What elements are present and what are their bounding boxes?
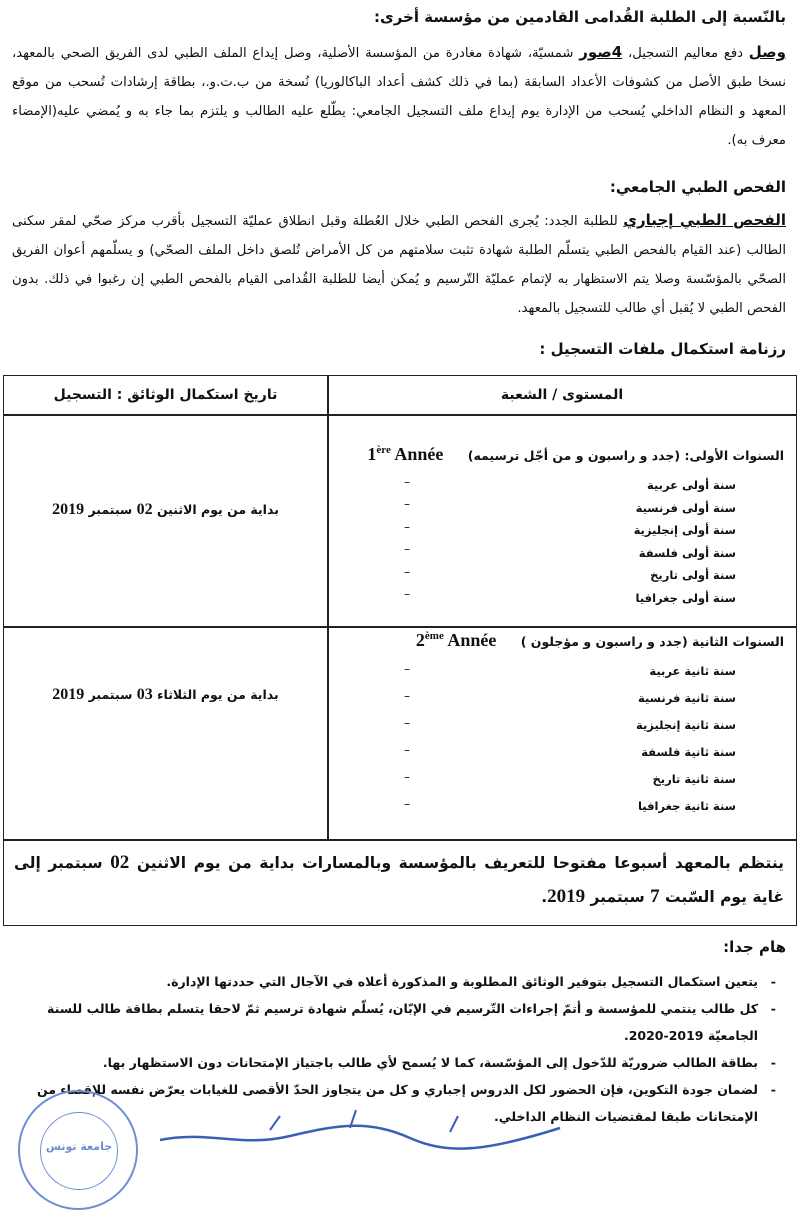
list-item: سنة أولى فرنسية <box>635 500 736 515</box>
first-year-heading-text: السنوات الأولى: (جدد و راسبون و من أجّل ترسيمه) <box>467 448 784 463</box>
intro-title: بالنّسبة إلى الطلبة القُدامى القادمين من مؤسسة أخرى: <box>373 8 786 26</box>
first-year-annee-sup: ère <box>376 444 391 456</box>
stamp-text: جامعة تونس <box>45 1140 113 1153</box>
intro-lead-word: وصل <box>748 43 787 61</box>
schedule-title: رزنامة استكمال ملفات التسجيل : <box>539 340 786 358</box>
dash-marker: – <box>404 770 410 784</box>
second-year-annee-num: 2 <box>415 630 425 650</box>
second-year-annee <box>416 630 496 650</box>
header-level: المستوى / الشعبة <box>500 387 624 403</box>
second-year-date-month: سبتمبر <box>88 687 133 702</box>
list-item: سنة ثانية جغرافيا <box>637 799 736 813</box>
second-year-date-day: 03 <box>136 686 153 703</box>
open-week-year: 2019 <box>547 886 586 907</box>
medical-text-1: للطلبة الجدد: يُجرى الفحص الطبي خلال العُطلة وقبل انطلاق عمليّة التسجيل بأقرب مركز صحّي لمقر سكنى الطالب <box>12 214 786 258</box>
note-item: - كل طالب ينتمي للمؤسسة و أتمّ إجراءات التّرسيم في الإبّان، يُسلّم شهادة ترسيم ثمّ لاحقا يتسلم بطاقة طالب للسنة الجامعيّة 2019-2020. <box>16 995 786 1049</box>
table-row-divider <box>4 626 796 628</box>
dash-marker: – <box>404 716 410 730</box>
table-header-divider <box>4 414 796 416</box>
dash-marker: – <box>404 475 410 489</box>
list-item: سنة ثانية عربية <box>649 664 736 678</box>
dash-marker: – <box>404 689 410 703</box>
dash-marker: – <box>404 565 410 579</box>
open-week-day2: 7 <box>650 886 660 907</box>
first-year-annee-word: Année <box>394 444 444 464</box>
table-footer-divider <box>4 839 796 841</box>
dash-marker: – <box>404 797 410 811</box>
second-year-heading <box>416 630 784 651</box>
dash-marker: – <box>404 520 410 534</box>
second-year-date <box>4 686 327 704</box>
dash-marker: – <box>404 743 410 757</box>
first-year-annee-num: 1 <box>367 444 377 464</box>
signature-icon <box>150 1100 570 1160</box>
intro-text-1: دفع معاليم التسجيل، <box>622 46 749 61</box>
list-item: سنة أولى عربية <box>646 478 736 492</box>
open-week-text-2: سبتمبر إلى غاية يوم السّبت <box>14 854 784 906</box>
list-item: سنة ثانية تاريخ <box>652 772 736 786</box>
second-year-annee-word: Année <box>447 630 497 650</box>
intro-paragraph <box>12 38 786 155</box>
list-item: سنة ثانية فلسفة <box>641 745 736 759</box>
list-item: سنة ثانية فرنسية <box>638 691 736 705</box>
note-item: - لضمان جودة التكوين، فإن الحضور لكل الدروس إجباري و كل من يتجاوز الحدّ الأقصى للغيابات يعرّض نفسه للإقصاء من الإمتحانات طبقا لمقتضيات النظام الداخلي. <box>16 1076 786 1130</box>
dash-marker: – <box>404 662 410 676</box>
second-year-date-text: بداية من يوم الثلاثاء <box>157 687 279 702</box>
table-column-divider <box>327 376 329 839</box>
note-item: - يتعين استكمال التسجيل بتوفير الوثائق المطلوبة و المذكورة أعلاه في الآجال التي حددتها الإدارة. <box>16 968 786 995</box>
medical-lead: الفحص الطبي إجباري <box>623 211 786 229</box>
list-item: سنة ثانية إنجليزية <box>636 718 736 732</box>
dash-marker: – <box>404 542 410 556</box>
second-year-heading-text: السنوات الثانية (جدد و راسبون و مؤجلون ) <box>520 634 784 649</box>
dash-marker: – <box>404 497 410 511</box>
note-item: - بطاقة الطالب ضروريّة للدّخول إلى المؤسّسة، كما لا يُسمح لأي طالب باجتياز الإمتحانات دون الاستظهار بها. <box>16 1049 786 1076</box>
open-week-text-3: سبتمبر <box>585 888 651 906</box>
open-week-day1: 02 <box>110 852 130 873</box>
open-week-end: . <box>541 888 548 906</box>
first-year-date-month: سبتمبر <box>88 502 133 517</box>
first-year-date-day: 02 <box>136 501 153 518</box>
medical-paragraph <box>12 206 786 323</box>
photos-word: صور <box>579 43 612 61</box>
second-year-date-year: 2019 <box>52 686 85 703</box>
list-item: سنة أولى إنجليزية <box>633 523 736 537</box>
first-year-list <box>634 474 736 609</box>
medical-text-2: (عند القيام بالفحص الطبي يتسلّم الطلبة شهادة تثبت سلامتهم من كل الأمراض تُلصق داخل الملف الصحّي) و يسلّمهم أعوان الفريق الصحّي بالمؤسّسة وصلا يتم الاستظهار به لإتمام عمليّة التّرسيم و يُمكن أيضا للطلبة القُدامى القيام بالفحص الطبي إن رغبوا في ذلك. بدون الفحص الطبي لا يُقبل أي طالب للتسجيل بالمعهد. <box>12 243 786 316</box>
open-week-notice <box>14 846 784 914</box>
first-year-heading <box>367 444 784 465</box>
photos-count: 4 <box>611 43 623 61</box>
official-stamp <box>18 1090 138 1210</box>
intro-text-2: شمسيّة، شهادة مغادرة من المؤسسة الأصلية، وصل إيداع الملف الطبي لدى الفريق الصحي بالمعهد، نسخا طبق الأصل من كشوفات الأعداد السابقة (بما في ذلك كشف أعداد الباكالوريا) نُسخة من ب.ت.و.، بطاقة إرشادات تُسحب من موقع المعهد و النظام الداخلي يُسحب من الإدارة يوم إيداع ملف التسجيل الجامعي: يطّلع عليه الطالب و يلتزم بما جاء به و يُمضي عليه(الإمضاء معرف به). <box>12 46 786 148</box>
header-date: تاريخ استكمال الوثائق : التسجيل <box>53 387 278 403</box>
list-item: سنة أولى فلسفة <box>638 545 736 560</box>
dash-marker: – <box>404 587 410 601</box>
first-year-date-text: بداية من يوم الاثنين <box>156 502 279 517</box>
second-year-list <box>636 658 736 820</box>
list-item: سنة أولى جغرافيا <box>635 590 736 605</box>
open-week-text-1: ينتظم بالمعهد أسبوعا مفتوحا للتعريف بالمؤسسة وبالمسارات بداية من يوم الاثنين <box>129 854 785 872</box>
first-year-annee <box>367 444 443 464</box>
list-item: سنة أولى تاريخ <box>650 568 736 582</box>
first-year-date <box>4 501 327 519</box>
second-year-annee-sup: ème <box>424 630 444 642</box>
important-title: هام جدا: <box>723 938 786 956</box>
schedule-table <box>3 375 797 926</box>
medical-title: الفحص الطبي الجامعي: <box>609 178 786 196</box>
first-year-date-year: 2019 <box>52 501 85 518</box>
